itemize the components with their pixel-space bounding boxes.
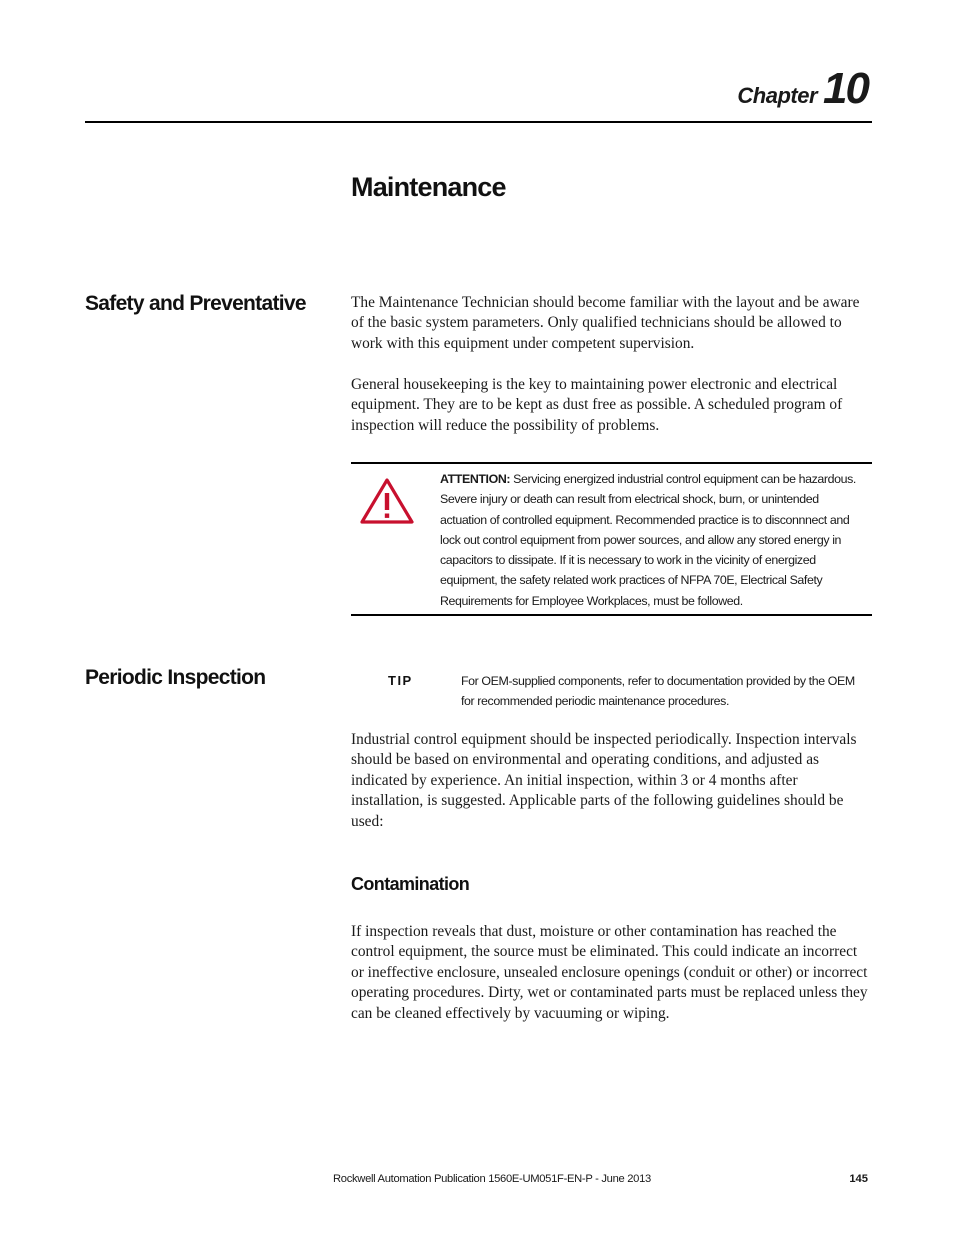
attention-body: Servicing energized industrial control equipment can be hazardous. Severe injury or death can result from electrical shock, burn, or unintended actuation of controlled equipment. Recommended practice is to disconnnect and lock out control equipment from power sources, and allow any stored energy in capacitors to dissipate. If it is necessary to work in the vicinity of energized equipment, the safety related work practices of NFPA 70E, Electrical Safety Requirements for Employee Workplaces, must be followed. [440, 472, 856, 608]
chapter-number: 10 [823, 64, 868, 113]
attention-label: ATTENTION: [440, 472, 511, 486]
attention-box [351, 462, 872, 616]
tip-label: TIP [388, 673, 413, 688]
section-heading-periodic: Periodic Inspection [85, 666, 266, 689]
page-number: 145 [849, 1173, 868, 1185]
chapter-word: Chapter [737, 83, 818, 108]
footer-publication: Rockwell Automation Publication 1560E-UM051F-EN-P - June 2013 [333, 1173, 651, 1185]
warning-triangle-icon [359, 476, 415, 526]
section-heading-safety: Safety and Preventative [85, 292, 306, 315]
page-title: Maintenance [351, 172, 506, 202]
safety-paragraph-1: The Maintenance Technician should become familiar with the layout and be aware of the basic system parameters. Only qualified technicians should be allowed to work with this equipment under competent supervision. [351, 294, 860, 352]
contamination-paragraph: If inspection reveals that dust, moisture or other contamination has reached the control equipment, the source must be eliminated. This could indicate an incorrect or ineffective enclosure, unsealed enclosure openings (conduit or other) or incorrect operating procedures. Dirty, wet or contaminated parts must be replaced unless they can be cleaned effectively by vacuuming or wiping. [351, 923, 868, 1022]
chapter-label [737, 64, 868, 114]
safety-paragraph-2: General housekeeping is the key to maintaining power electronic and electrical equipment. They are to be kept as dust free as possible. A scheduled program of inspection will reduce the possibility of problems. [351, 376, 843, 434]
attention-text [440, 469, 864, 611]
subheading-contamination: Contamination [351, 874, 470, 894]
periodic-paragraph: Industrial control equipment should be inspected periodically. Inspection intervals should be based on environmental and operating conditions, and adjusted as indicated by experience. An initial inspection, within 3 or 4 months after installation, is suggested. Applicable parts of the following guidelines should be used: [351, 731, 857, 830]
chapter-rule [85, 121, 872, 123]
tip-text: For OEM-supplied components, refer to documentation provided by the OEM for recommended periodic maintenance procedures. [461, 674, 855, 709]
